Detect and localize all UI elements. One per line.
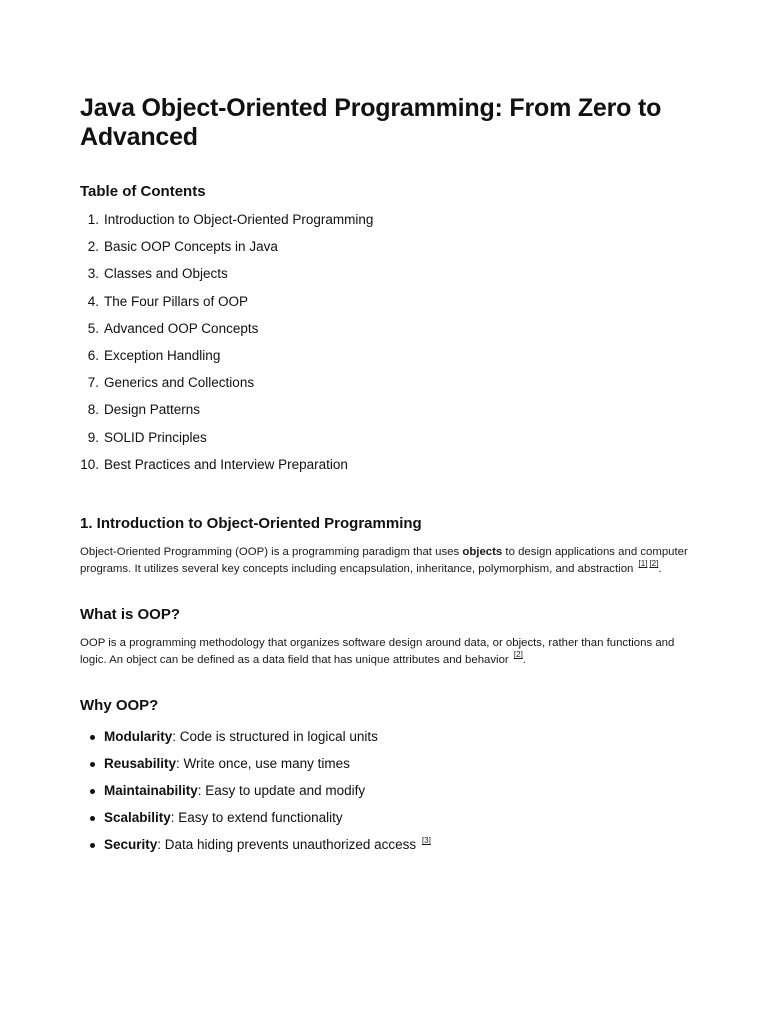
list-item — [80, 809, 690, 827]
why-oop-list — [80, 728, 690, 855]
citation-link[interactable]: [3] — [421, 836, 431, 846]
toc-item-number: 4. — [87, 293, 99, 309]
toc-item-label[interactable]: Advanced OOP Concepts — [104, 320, 259, 336]
toc-item-number: 1. — [87, 212, 99, 227]
toc-item-number: 2. — [87, 239, 99, 255]
list-item-term: Reusability — [104, 755, 177, 771]
what-is-oop-paragraph — [80, 635, 690, 670]
toc-item[interactable] — [80, 401, 690, 419]
list-item-description: : Code is structured in logical units — [172, 728, 378, 744]
toc-item-number: 6. — [87, 347, 99, 363]
bullet-icon — [90, 762, 95, 767]
toc-item-label[interactable]: Design Patterns — [104, 402, 201, 418]
list-item — [80, 782, 690, 800]
toc-item[interactable] — [80, 238, 690, 256]
bullet-icon — [90, 816, 95, 821]
paragraph-text: to design applications and computer programs. It utilizes several key concepts including encapsulation, inheritance, polymorphism, and abstraction — [80, 545, 688, 576]
toc-heading: Table of Contents — [80, 183, 206, 200]
toc-item-number: 8. — [87, 402, 99, 418]
paragraph-text: . — [658, 563, 662, 576]
toc-item-label[interactable]: Basic OOP Concepts in Java — [104, 239, 278, 255]
toc-item[interactable] — [80, 374, 690, 392]
section-heading-why-oop: Why OOP? — [80, 696, 159, 714]
list-item-description: : Data hiding prevents unauthorized access — [157, 837, 417, 853]
toc-item[interactable] — [80, 293, 690, 311]
toc-item-number: 3. — [87, 266, 99, 282]
toc-item-label[interactable]: Exception Handling — [104, 347, 221, 363]
paragraph-text: OOP is a programming methodology that organizes software design around data, or objects, rather than functions and logic. An object can be defined as a data field that has unique attributes and behavior — [80, 636, 675, 667]
bullet-icon — [90, 843, 95, 848]
citation-link[interactable]: [2] — [513, 650, 523, 660]
citation-link[interactable]: [1] — [638, 559, 648, 569]
list-item-term: Modularity — [104, 728, 173, 744]
toc-item[interactable] — [80, 211, 690, 229]
paragraph-text: . — [522, 654, 526, 667]
toc-item[interactable] — [80, 456, 690, 474]
document-title: Java Object-Oriented Programming: From Zero to Advanced — [80, 94, 662, 151]
bullet-icon — [90, 735, 95, 740]
toc-item[interactable] — [80, 265, 690, 283]
toc-item-label[interactable]: The Four Pillars of OOP — [104, 293, 249, 309]
list-item — [80, 755, 690, 773]
toc-item-number: 5. — [87, 320, 99, 336]
document-page — [80, 94, 690, 864]
toc-item-label[interactable]: Best Practices and Interview Preparation — [104, 456, 348, 472]
list-item-description: : Easy to update and modify — [197, 783, 366, 799]
list-item-term: Maintainability — [104, 783, 198, 799]
list-item-description: : Easy to extend functionality — [170, 810, 343, 826]
toc-item[interactable] — [80, 347, 690, 365]
toc-item-number: 9. — [87, 429, 99, 445]
bullet-icon — [90, 789, 95, 794]
toc-item-label[interactable]: Classes and Objects — [104, 266, 228, 282]
toc-item[interactable] — [80, 429, 690, 447]
list-item — [80, 728, 690, 746]
introduction-paragraph — [80, 544, 690, 579]
list-item-description: : Write once, use many times — [176, 755, 350, 771]
toc-item-number: 10. — [80, 456, 99, 472]
paragraph-text: Object-Oriented Programming (OOP) is a programming paradigm that uses — [80, 545, 463, 558]
list-item-term: Security — [104, 837, 158, 853]
toc-item-label[interactable]: Generics and Collections — [104, 375, 255, 391]
toc-item-label[interactable]: SOLID Principles — [104, 429, 207, 445]
toc-item-number: 7. — [87, 375, 99, 391]
section-heading-introduction: 1. Introduction to Object-Oriented Programming — [80, 514, 422, 532]
list-item — [80, 836, 690, 854]
toc-item-label[interactable]: Introduction to Object-Oriented Programming — [104, 212, 374, 227]
section-heading-what-is-oop: What is OOP? — [80, 605, 181, 623]
list-item-term: Scalability — [104, 810, 171, 826]
toc-item[interactable] — [80, 320, 690, 338]
citation-link[interactable]: [2] — [649, 559, 659, 569]
bold-term: objects — [462, 545, 503, 558]
table-of-contents — [80, 211, 690, 474]
